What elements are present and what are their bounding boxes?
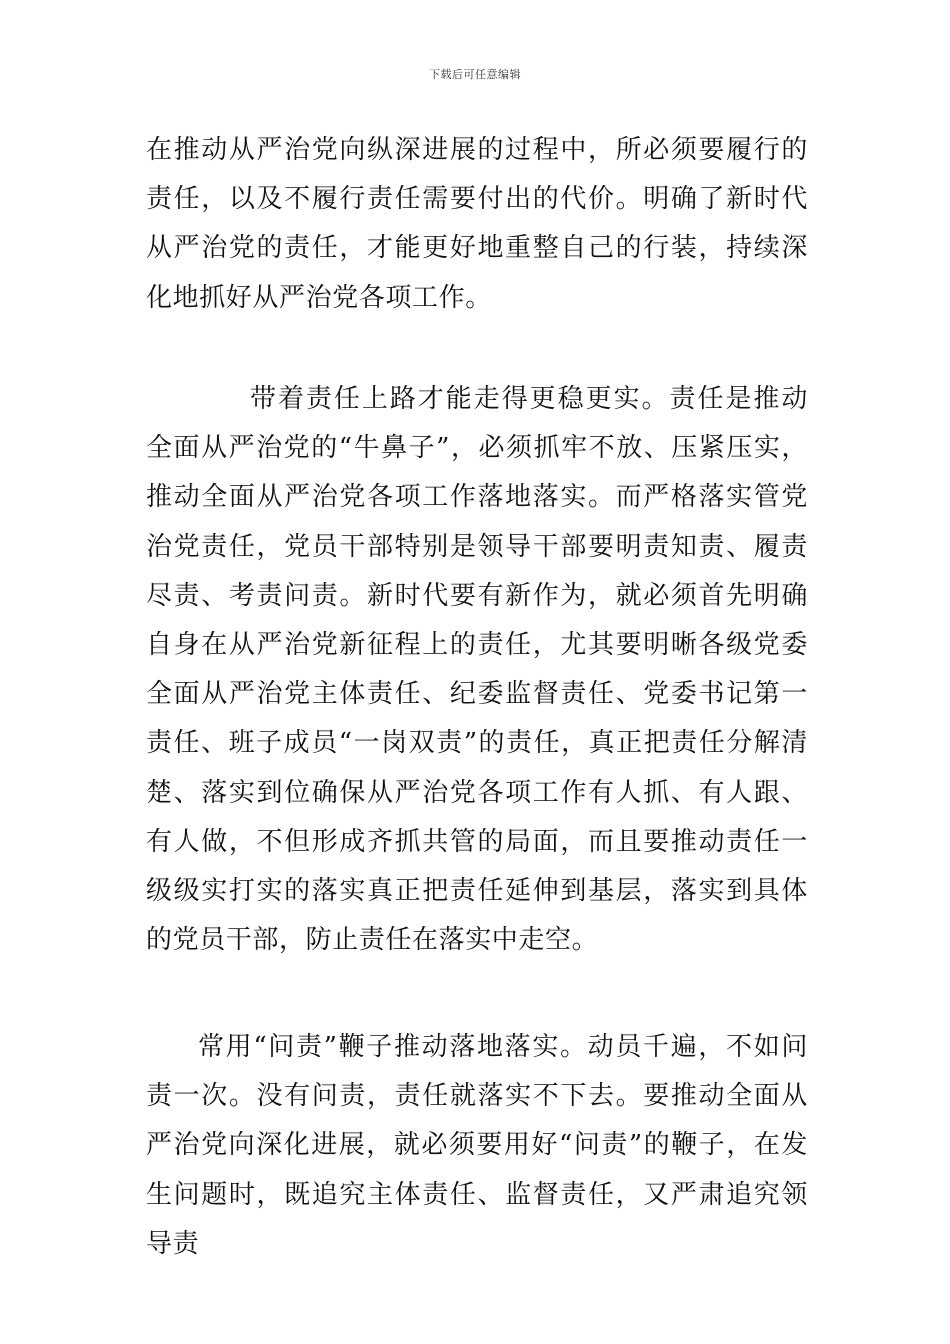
body-paragraph-3: 常用“问责”鞭子推动落地落实。动员千遍，不如问责一次。没有问责，责任就落实不下去。要推动全面从严治党向深化进展，就必须要用好“问责”的鞭子，在发生问题时，既追究主体责任、监督责任，又严肃追究领导责 bbox=[146, 1032, 808, 1259]
body-paragraph-2: 带着责任上路才能走得更稳更实。责任是推动全面从严治党的“牛鼻子”，必须抓牢不放、压紧压实，推动全面从严治党各项工作落地落实。而严格落实管党治党责任，党员干部特别是领导干部要明责知责、履责尽责、考责问责。新时代要有新作为，就必须首先明确自身在从严治党新征程上的责任，尤其要明晰各级党委全面从严治党主体责任、纪委监督责任、党委书记第一责任、班子成员“一岗双责”的责任，真正把责任分解清楚、落实到位确保从严治党各项工作有人抓、有人跟、有人做，不但形成齐抓共管的局面，而且要推动责任一级级实打实的落实真正把责任延伸到基层，落实到具体的党员干部，防止责任在落实中走空。 bbox=[146, 384, 808, 956]
page-header-note: 下载后可任意编辑 bbox=[429, 68, 521, 81]
body-paragraph-1: 在推动从严治党向纵深进展的过程中，所必须要履行的责任，以及不履行责任需要付出的代价。明确了新时代从严治党的责任，才能更好地重整自己的行装，持续深化地抓好从严治党各项工作。 bbox=[146, 135, 808, 313]
